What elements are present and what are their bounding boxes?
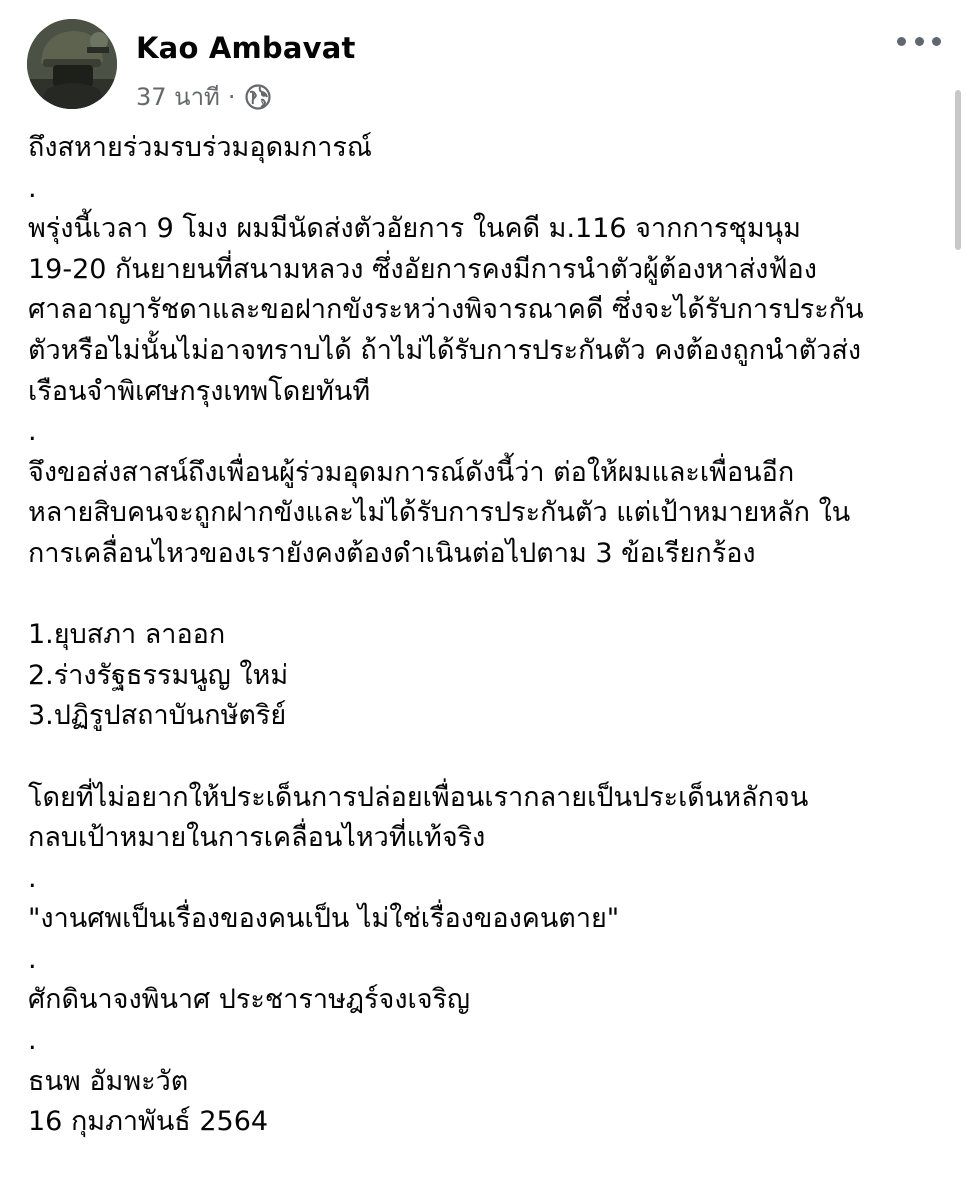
scrollbar[interactable]	[955, 90, 961, 250]
demand-item: 1.ยุบสภา ลาออก	[28, 619, 226, 651]
post-line	[28, 737, 948, 778]
post-line: ตัวหรือไม่นั้นไม่อาจทราบได้ ถ้าไม่ได้รับการประกันตัว คงต้องถูกนำตัวส่ง	[28, 334, 862, 366]
avatar[interactable]	[27, 19, 117, 109]
post-timestamp[interactable]: 37 นาที	[136, 83, 220, 111]
post-line: ศาลอาญารัชดาและขอฝากขังระหว่างพิจารณาคดี ซึ่งจะได้รับการประกัน	[28, 294, 864, 326]
post-line: พรุ่งนี้เวลา 9 โมง ผมมีนัดส่งตัวอัยการ ในคดี ม.116 จากการชุมนุม	[28, 213, 801, 245]
more-dot	[932, 37, 941, 46]
more-options-icon[interactable]	[897, 31, 941, 51]
meta-separator: ·	[227, 82, 236, 111]
avatar-image	[27, 19, 117, 109]
author-name[interactable]: Kao Ambavat	[136, 31, 356, 65]
more-dot	[915, 37, 924, 46]
demand-item: 3.ปฏิรูปสถาบันกษัตริย์	[28, 700, 287, 732]
signature-date: 16 กุมภาพันธ์ 2564	[28, 1106, 269, 1138]
slogan-line: ศักดินาจงพินาศ ประชาราษฎร์จงเจริญ	[28, 984, 471, 1016]
post-line	[28, 575, 948, 616]
post-line: ถึงสหายร่วมรบร่วมอุดมการณ์	[28, 132, 372, 163]
post-line: .	[28, 1025, 37, 1057]
post-line: .	[28, 862, 37, 894]
post-meta	[136, 77, 272, 116]
globe-icon	[244, 83, 272, 111]
post-line: หลายสิบคนจะถูกฝากขังและไม่ได้รับการประกันตัว แต่เป้าหมายหลัก ใน	[28, 497, 851, 529]
demand-item: 2.ร่างรัฐธรรมนูญ ใหม่	[28, 659, 289, 691]
signature-name: ธนพ อัมพะวัต	[28, 1065, 189, 1097]
post-line: จึงขอส่งสาสน์ถึงเพื่อนผู้ร่วมอุดมการณ์ดังนี้ว่า ต่อให้ผมและเพื่อนอีก	[28, 456, 795, 488]
post-body	[28, 128, 948, 1143]
post-line: เรือนจำพิเศษกรุงเทพโดยทันที	[28, 375, 371, 407]
post-line: .	[28, 172, 37, 204]
post-line: การเคลื่อนไหวของเรายังคงต้องดำเนินต่อไปตาม 3 ข้อเรียกร้อง	[28, 537, 756, 569]
post-line: โดยที่ไม่อยากให้ประเด็นการปล่อยเพื่อนเรากลายเป็นประเด็นหลักจน	[28, 781, 809, 813]
post-line: .	[28, 943, 37, 975]
post-line: 19-20 กันยายนที่สนามหลวง ซึ่งอัยการคงมีการนำตัวผู้ต้องหาส่งฟ้อง	[28, 253, 817, 285]
more-dot	[897, 37, 906, 46]
quote-line: "งานศพเป็นเรื่องของคนเป็น ไม่ใช่เรื่องของคนตาย"	[28, 903, 620, 935]
post-header	[27, 19, 947, 111]
post-line: .	[28, 416, 37, 448]
post-line: กลบเป้าหมายในการเคลื่อนไหวที่แท้จริง	[28, 822, 486, 854]
